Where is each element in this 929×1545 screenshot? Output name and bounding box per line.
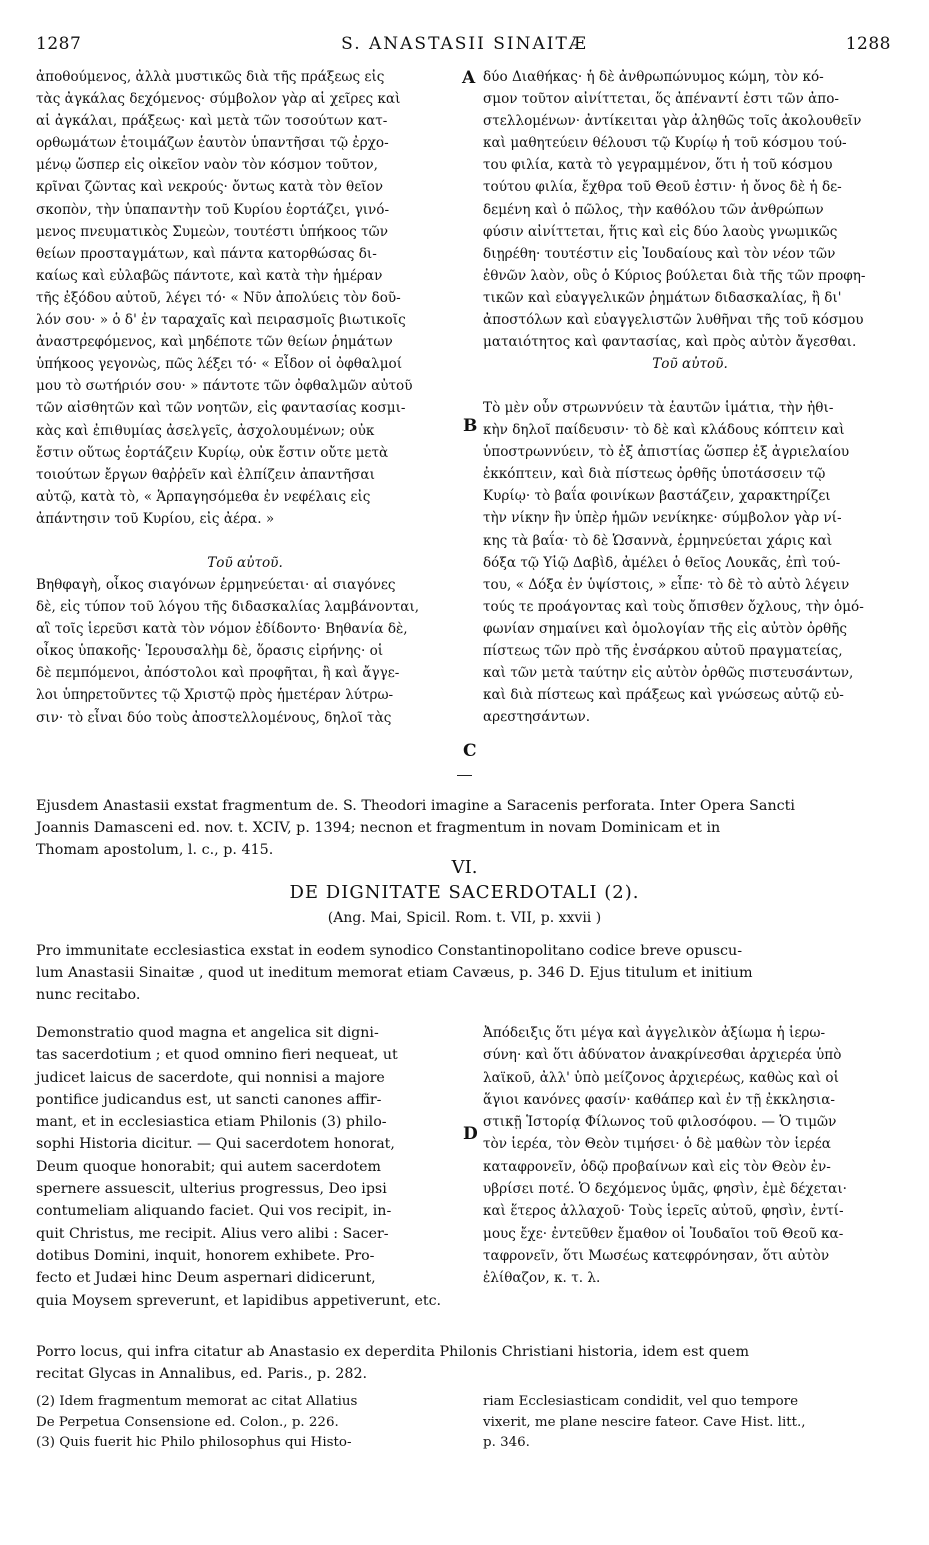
margin-marker-a: A [462,68,476,88]
greek-column: Ἀπόδειξις ὅτι μέγα καὶ ἀγγελικὸν ἀξίωμα ἡ ἱερω- σύνη· καὶ ὅτι ἀδύνατον ἀνακρίνεσθαι ἀρχιερέα ὑπὸ λαϊκοῦ, ἀλλ' ὑπὸ μείζονος ἀρχιερέως, καθὼς καὶ οἱ ἅγιοι κανόνες φασίν· καθάπερ καὶ ἐν τῇ ἐκκλησια- στικῇ Ἱστορίᾳ Φίλωνος τοῦ φιλοσόφου. — Ὁ τιμῶν τὸν ἱερέα, τὸν Θεὸν τιμήσει· ὁ δὲ μαθὼν τὸν ἱερέα καταφρονεῖν, ὁδῷ προβαίνων καὶ εἰς τὸν Θεὸν ἐν- υβρίσει ποτέ. Ὁ δεχόμενος ὑμᾶς, φησὶν, ἐμὲ δέχεται· καὶ ἕτερος ἀλλαχοῦ· Τοὺς ἱερεῖς αὐτοῦ, φησὶν, ἐντί- μους ἔχε· ἐντεῦθεν ἔμαθον οἱ Ἰουδαῖοι τοῦ Θεοῦ κα- ταφρονεῖν, ὅτι Μωσέως κατεφρόνησαν, ὅτι αὐτὸν ἐλίθαζον, κ. τ. λ. [483,1025,847,1287]
running-title: S. ANASTASII SINAITÆ [341,34,588,54]
margin-marker-d: D [463,1124,478,1144]
greek-right-column-2: Τὸ μὲν οὖν στρωννύειν τὰ ἑαυτῶν ἱμάτια, τὴν ἠθι- κὴν δηλοῖ παίδευσιν· τὸ δὲ καὶ κλάδους κόπτειν καὶ ὑποστρωννύειν, τὸ ἐξ ἀπιστίας ὥσπερ ἐξ ἀγριελαίου ἐκκόπτειν, καὶ διὰ πίστεως ὀρθῆς ὑποτάσσειν τῷ Κυρίῳ· τὸ βαΐα φοινίκων βαστάζειν, χαρακτηρίζει τὴν νίκην ἣν ὑπὲρ ἡμῶν νενίκηκε· σύμβολον γὰρ νί- κης τὰ βαΐα· τὸ δὲ Ὡσαννὰ, ἑρμηνεύεται χάρις καὶ δόξα τῷ Υἱῷ Δαβὶδ, ἀμέλει ὁ θεῖος Λουκᾶς, ἐπὶ τού- του, « Δόξα ἐν ὑψίστοις, » εἶπε· τὸ δὲ τὸ αὐτὸ λέγειν τούς τε προάγοντας καὶ τοὺς ὄπισθεν ὄχλους, τὴν ὁμό- φωνίαν σημαίνει καὶ ὁμολογίαν τῆς εἰς αὐτὸν ὀρθῆς πίστεως τῶν πρὸ τῆς ἐνσάρκου αὐτοῦ πραγματείας, καὶ τῶν μετὰ ταύτην εἰς αὐτὸν ὀρθῶς πιστευσάντων, καὶ διὰ πίστεως καὶ πράξεως καὶ γνώσεως αὐτῷ εὐ- αρεστησάντων. [483,400,864,726]
section-divider [457,775,472,776]
greek-left-column: ἀποθούμενος, ἀλλὰ μυστικῶς διὰ τῆς πράξεως εἰς τὰς ἀγκάλας δεχόμενος· σύμβολον γὰρ αἱ χεῖρες καὶ αἱ ἀγκάλαι, πράξεως· καὶ μετὰ τῶν τοσούτων κατ- ορθωμάτων ἑτοιμάζων ἑαυτὸν ὑπαντῆσαι τῷ ἐρχο- μένῳ ὥσπερ εἰς οἰκεῖον ναὸν τὸν κόσμον τοῦτον, κρῖναι ζῶντας καὶ νεκρούς· ὄντως κατὰ τὸν θεῖον σκοπὸν, τὴν ὑπαπαντὴν τοῦ Κυρίου ἑορτάζει, γινό- μενος πνευματικὸς Συμεὼν, τουτέστι ὑπήκοος τῶν θείων προσταγμάτων, καὶ πάντα κατορθώσας δι- καίως καὶ εὐλαβῶς πάντοτε, καὶ κατὰ τὴν ἡμέραν τῆς ἐξόδου αὐτοῦ, λέγει τό· « Νῦν ἀπολύεις τὸν δοῦ- λόν σου· » ὁ δ' ἐν ταραχαῖς καὶ πειρασμοῖς βιωτικοῖς ἀναστρεφόμενος, καὶ μηδέποτε τῶν θείων ῥημάτων ὑπήκοος γεγονὼς, πῶς λέξει τό· « Εἶδον οἱ ὀφθαλμοί μου τὸ σωτήριόν σου· » πάντοτε τῶν ὀφθαλμῶν αὐτοῦ τῶν αἰσθητῶν καὶ τῶν νοητῶν, εἰς φαντασίας κοσμι- κὰς καὶ ἐπιθυμίας ἀσελγεῖς, ἀσχολουμένων; οὐκ ἔστιν οὕτως ἑορτάζειν Κυρίῳ, οὐκ ἔστιν οὔτε μετὰ τοιούτων ἔργων θαῤῥεῖν καὶ ἐλπίζειν ἀπαντῆσαι αὐτῷ, κατὰ τὸ, « Ἁρπαγησόμεθα ἐν νεφέλαις εἰς ἀπάντησιν τοῦ Κυρίου, εἰς ἀέρα. » [36,69,413,527]
latin-intro: Ejusdem Anastasii exstat fragmentum de. S. Theodori imagine a Saracenis perforata. Inter Opera Sancti Joannis Damasceni ed. nov. t. XCIV, p. 1394; necnon et fragmentum in novam Dominicam et in Thomam apostolum, l. c., p. 415. [36,798,795,858]
footnotes-right: riam Ecclesiasticam condidit, vel quo tempore vixerit, me plane nescire fateor. Cave Hist. litt., p. 346. [483,1394,806,1450]
right-page-number: 1288 [845,34,891,54]
greek-left-heading: Τοῦ αὐτοῦ. [207,555,283,571]
greek-right-heading: Τοῦ αὐτοῦ. [652,356,728,372]
section-title: DE DIGNITATE SACERDOTALI (2). [289,882,640,903]
latin-preface: Pro immunitate ecclesiastica exstat in eodem synodico Constantinopolitano codice breve opuscu- lum Anastasii Sinaitæ , quod ut ineditum memorat etiam Cavæus, p. 346 D. Ejus titulum et initium nunc recitabo. [36,943,753,1003]
greek-right-column: δύο Διαθήκας· ἡ δὲ ἀνθρωπώνυμος κώμη, τὸν κό- σμον τοῦτον αἰνίττεται, ὅς ἀπέναντί ἐστι τῶν ἀπο- στελλομένων· ἀντίκειται γὰρ ἀληθῶς τοῖς ἀκολουθεῖν καὶ μαθητεύειν θέλουσι τῷ Κυρίῳ ἡ τοῦ κόσμου τού- του φιλία, κατὰ τὸ γεγραμμένον, ὅτι ἡ τοῦ κόσμου τούτου φιλία, ἔχθρα τοῦ Θεοῦ ἐστιν· ἡ ὄνος δὲ ἡ δε- δεμένη καὶ ὁ πῶλος, τὴν καθόλου τῶν ἀνθρώπων φύσιν αἰνίττεται, ἥτις καὶ εἰς δύο λαοὺς γνωμικῶς διῃρέθη· τουτέστιν εἰς Ἰουδαίους καὶ τὸν νέον τῶν ἐθνῶν λαὸν, οὓς ὁ Κύριος βούλεται διὰ τῆς τῶν προφη- τικῶν καὶ εὐαγγελικῶν ῥημάτων διδασκαλίας, ἢ δι' ἀποστόλων καὶ εὐαγγελιστῶν λυθῆναι τῆς τοῦ κόσμου ματαιότητος καὶ φαντασίας, καὶ πρὸς αὐτὸν ἄγεσθαι. [483,69,866,351]
footnotes-left: (2) Idem fragmentum memorat ac citat Allatius De Perpetua Consensione ed. Colon., p. 226. (3) Quis fuerit hic Philo philosophus qui Histo- [36,1394,358,1450]
latin-column: Demonstratio quod magna et angelica sit digni- tas sacerdotium ; et quod omnino fieri nequeat, ut judicet laicus de sacerdote, qui nonnisi a majore pontifice judicandus est, ut sancti canones affir- mant, et in ecclesiastica etiam Philonis (3) philo- sophi Historia dicitur. — Qui sacerdotem honorat, Deum quoque honorabit; qui autem sacerdotem spernere assuescit, ulterius progressus, Deo ipsi contumeliam aliquando faciet. Qui vos recipit, in- quit Christus, me recipit. Alius vero alibi : Sacer- dotibus Domini, inquit, honorem exhibete. Pro- fecto et Judæi hinc Deum aspernari didicerunt, quia Moysem spreverunt, et lapidibus appetiverunt, etc. [36,1025,442,1309]
greek-left-column-2: Βηθφαγὴ, οἶκος σιαγόνων ἑρμηνεύεται· αἱ σιαγόνες δὲ, εἰς τύπον τοῦ λόγου τῆς διδασκαλίας λαμβάνονται, αἳ τοῖς ἱερεῦσι κατὰ τὸν νόμον ἐδίδοντο· Βηθανία δὲ, οἶκος ὑπακοῆς· Ἱερουσαλὴμ δὲ, ὅρασις εἰρήνης· οἱ δὲ πεμπόμενοι, ἀπόστολοι καὶ προφῆται, ἢ καὶ ἄγγε- λοι ὑπηρετοῦντες τῷ Χριστῷ πρὸς ἡμετέραν λύτρω- σιν· τὸ εἶναι δύο τοὺς ἀποστελλομένους, δηλοῖ τὰς [36,577,420,726]
latin-closing: Porro locus, qui infra citatur ab Anastasio ex deperdita Philonis Christiani historia, idem est quem recitat Glycas in Annalibus, ed. Paris., p. 282. [36,1344,750,1382]
left-page-number: 1287 [36,34,82,54]
margin-marker-c: C [463,741,477,761]
margin-marker-b: B [463,416,478,436]
section-number: VI. [451,857,478,878]
section-citation: (Ang. Mai, Spicil. Rom. t. VII, p. xxvii ) [327,910,602,926]
